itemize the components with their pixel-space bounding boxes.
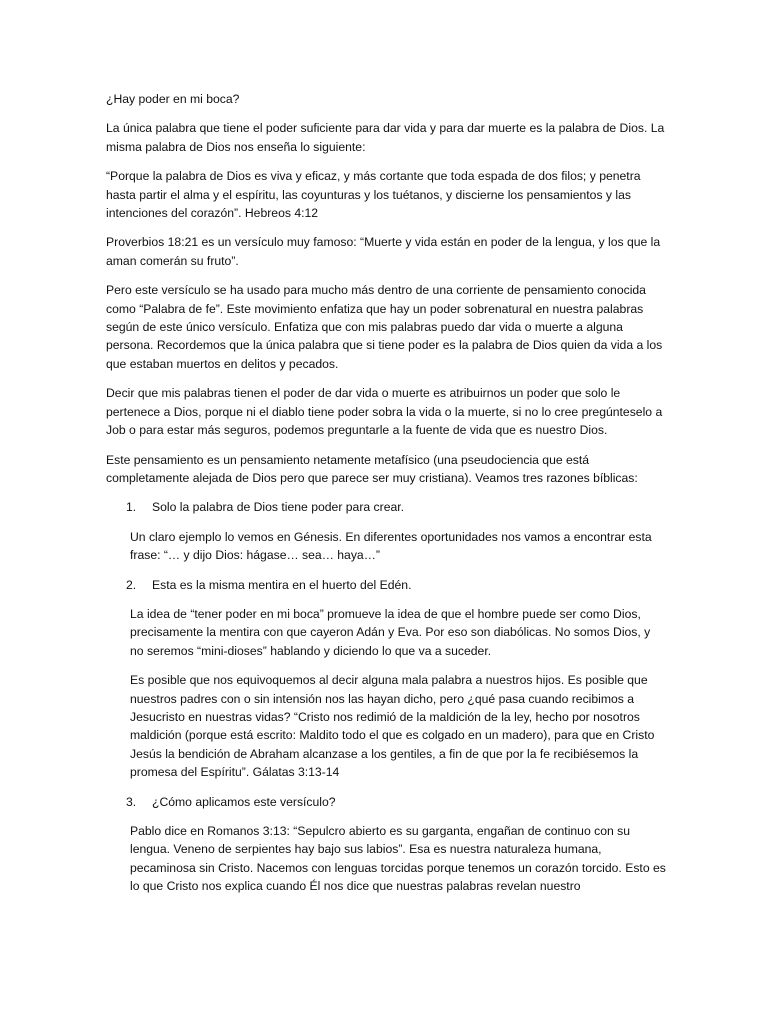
list-text: ¿Cómo aplicamos este versículo? [152, 794, 336, 809]
list-text: Esta es la misma mentira en el huerto del Edén. [152, 577, 412, 592]
document-title: ¿Hay poder en mi boca? [106, 92, 240, 106]
list-item-1 [106, 498, 666, 516]
paragraph: La única palabra que tiene el poder suficiente para dar vida y para dar muerte es la palabra de Dios. La misma palabra de Dios nos enseña lo siguiente: [106, 121, 665, 154]
list-number: 1. [126, 500, 137, 515]
list-item-3 [106, 793, 666, 811]
list-item-2 [106, 576, 666, 594]
quote-paragraph: “Porque la palabra de Dios es viva y eficaz, y más cortante que toda espada de dos filos; y penetra hasta partir el alma y el espíritu, las coyunturas y los tuétanos, y discierne los pensamientos y las intenciones del corazón”. Hebreos 4:12 [106, 169, 641, 221]
indented-paragraph: Un claro ejemplo lo vemos en Génesis. En diferentes oportunidades nos vamos a encontrar esta frase: “… y dijo Dios: hágase… sea… haya…” [130, 529, 652, 563]
paragraph: Decir que mis palabras tienen el poder de dar vida o muerte es atribuirnos un poder que solo le pertenece a Dios, porque ni el diablo tiene poder sobra la vida o la muerte, si no lo cree pregúnteselo a Job o para estar más seguros, podemos preguntarle a la fuente de vida que es nuestro Dios. [106, 386, 663, 438]
paragraph: Proverbios 18:21 es un versículo muy famoso: “Muerte y vida están en poder de la lengua, y los que la aman comerán su fruto”. [106, 235, 661, 268]
list-number: 2. [126, 577, 137, 592]
document-body [106, 90, 666, 907]
list-text: Solo la palabra de Dios tiene poder para crear. [152, 500, 405, 515]
indented-paragraph: La idea de “tener poder en mi boca” promueve la idea de que el hombre puede ser como Dios, precisamente la mentira con que cayeron Adán y Eva. Por eso son diabólicas. No somos Dios, y no seremos “mini-dioses” hablando y diciendo lo que va a suceder. [130, 606, 651, 658]
list-number: 3. [126, 794, 137, 809]
paragraph: Este pensamiento es un pensamiento netamente metafísico (una pseudociencia que está completamente alejada de Dios pero que parece ser muy cristiana). Veamos tres razones bíblicas: [106, 452, 638, 485]
indented-paragraph: Pablo dice en Romanos 3:13: “Sepulcro abierto es su garganta, engañan de continuo con su lengua. Veneno de serpientes hay bajo sus labios”. Esa es nuestra naturaleza humana, pecaminosa sin Cristo. Nacemos con lenguas torcidas porque tenemos un corazón torcido. Esto es lo que Cristo nos explica cuando Él nos dice que nuestras palabras revelan nuestro [130, 824, 666, 894]
paragraph: Pero este versículo se ha usado para mucho más dentro de una corriente de pensamiento conocida como “Palabra de fe”. Este movimiento enfatiza que hay un poder sobrenatural en nuestra palabras según de este único versículo. Enfatiza que con mis palabras puedo dar vida o muerte a alguna persona. Recordemos que la única palabra que si tiene poder es la palabra de Dios quien da vida a los que estaban muertos en delitos y pecados. [106, 283, 663, 371]
indented-paragraph: Es posible que nos equivoquemos al decir alguna mala palabra a nuestros hijos. Es posible que nuestros padres con o sin intensión nos las hayan dicho, pero ¿qué pasa cuando recibimos a Jesucristo en nuestras vidas? “Cristo nos redimió de la maldición de la ley, hecho por nosotros maldición (porque está escrito: Maldito todo el que es colgado en un madero), para que en Cristo Jesús la bendición de Abraham alcanzase a los gentiles, a fin de que por la fe recibiésemos la promesa del Espíritu”. Gálatas 3:13-14 [130, 673, 655, 780]
